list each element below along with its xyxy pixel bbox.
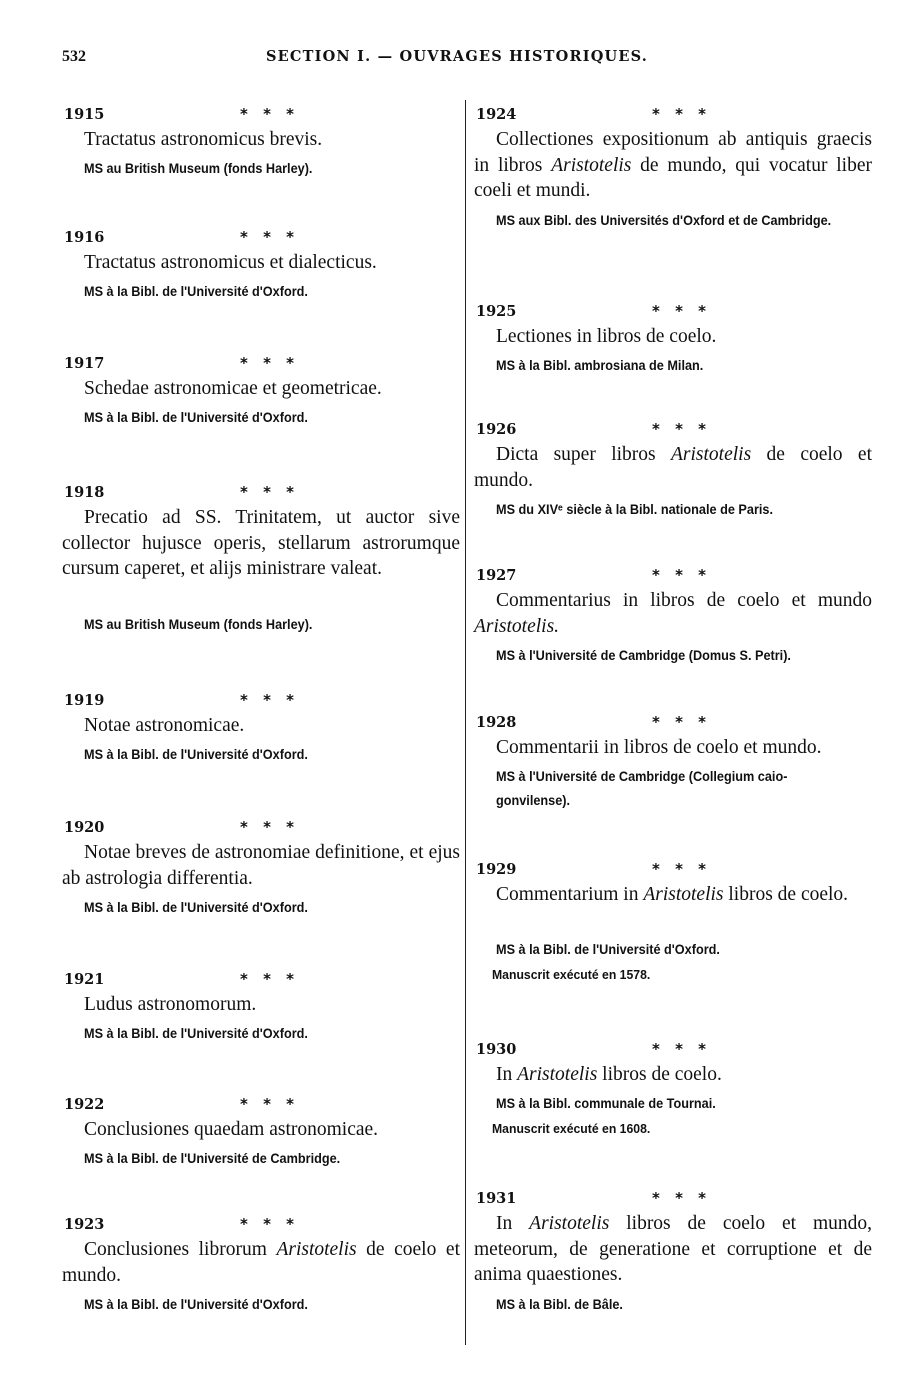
manuscript-location: MS à la Bibl. ambrosiana de Milan. (496, 358, 704, 373)
manuscript-date: Manuscrit exécuté en 1578. (492, 967, 651, 982)
title-italic-part: Aristotelis (671, 444, 752, 465)
entry-number: 1927 (476, 567, 517, 584)
entry-title (62, 992, 460, 1018)
entry-number: 1931 (476, 1190, 517, 1207)
manuscript-location: MS à la Bibl. communale de Tournai. (496, 1096, 716, 1111)
title-italic-part: Aristotelis (529, 1213, 610, 1234)
entry-number: 1924 (476, 106, 517, 123)
manuscript-date: Manuscrit exécuté en 1608. (492, 1121, 651, 1136)
entry-title (62, 505, 460, 582)
title-part: In (496, 1064, 518, 1085)
entry-title (62, 1237, 460, 1288)
running-head: SECTION I. — OUVRAGES HISTORIQUES. (265, 48, 649, 65)
entry-number: 1918 (64, 484, 105, 501)
title-italic-part: Aristotelis (276, 1239, 357, 1260)
manuscript-location: MS à la Bibl. de l'Université d'Oxford. (496, 942, 720, 957)
title-part: Commentarii in libros de coelo et mundo. (496, 737, 822, 758)
entry-title (474, 127, 872, 204)
entry-number: 1926 (476, 421, 517, 438)
title-part: Tractatus astronomicus et dialecticus. (84, 252, 377, 273)
entry-number: 1915 (64, 106, 105, 123)
manuscript-location: MS à la Bibl. de l'Université d'Oxford. (84, 284, 308, 299)
title-part: Precatio ad SS. Trinitatem, ut auctor sive collector hujusce operis, stellarum astrorumque cursum caperet, et alijs ministrare valeat. (62, 507, 460, 579)
entry-title (474, 588, 872, 639)
title-part: In (496, 1213, 530, 1234)
anonymous-author-stars: * * * (240, 970, 299, 988)
title-part: de coelo et mundo. (474, 444, 872, 491)
entry-title (62, 1117, 460, 1143)
title-part: Notae breves de astronomiae definitione, et ejus ab astrologia differentia. (62, 842, 460, 889)
manuscript-location: MS à la Bibl. de l'Université d'Oxford. (84, 900, 308, 915)
anonymous-author-stars: * * * (652, 713, 711, 731)
anonymous-author-stars: * * * (240, 105, 299, 123)
title-part: Conclusiones librorum (84, 1239, 277, 1260)
entry-title (62, 840, 460, 891)
title-italic-part: Aristotelis (551, 154, 632, 176)
entry-number: 1930 (476, 1041, 517, 1058)
anonymous-author-stars: * * * (652, 105, 711, 123)
title-part: libros de coelo. (723, 884, 849, 905)
entry-number: 1921 (64, 971, 105, 988)
manuscript-location: MS à la Bibl. de l'Université d'Oxford. (84, 410, 308, 425)
manuscript-location: MS aux Bibl. des Universités d'Oxford et de Cambridge. (496, 213, 832, 228)
anonymous-author-stars: * * * (652, 302, 711, 320)
anonymous-author-stars: * * * (240, 483, 299, 501)
title-part: Lectiones in libros de coelo. (496, 326, 717, 347)
title-part: Conclusiones quaedam astronomicae. (84, 1119, 379, 1140)
title-part: libros de coelo. (597, 1064, 722, 1085)
entry-number: 1923 (64, 1216, 105, 1233)
entry-number: 1920 (64, 819, 105, 836)
title-part: Collectiones expositionum ab antiquis graecis in libros (474, 129, 872, 176)
manuscript-location: MS à l'Université de Cambridge (Domus S. Petri). (496, 648, 791, 663)
title-part: libros de coelo et mundo, meteorum, de generatione et corruptione et de anima quaestiones. (474, 1213, 872, 1285)
manuscript-location: MS au British Museum (fonds Harley). (84, 617, 313, 632)
anonymous-author-stars: * * * (652, 420, 711, 438)
title-part: Notae astronomicae. (84, 715, 245, 736)
page-number: 532 (62, 48, 86, 65)
manuscript-location: MS à la Bibl. de l'Université d'Oxford. (84, 1026, 308, 1041)
title-part: Commentarius in libros de coelo et mundo (496, 590, 872, 611)
entry-number: 1917 (64, 355, 105, 372)
anonymous-author-stars: * * * (240, 818, 299, 836)
manuscript-location: MS à l'Université de Cambridge (Collegium caio-gonvilense). (496, 769, 788, 808)
manuscript-location: MS du XIVᵉ siècle à la Bibl. nationale de Paris. (496, 502, 774, 517)
column-divider (465, 100, 466, 1345)
page-header (0, 48, 914, 70)
entry-title (474, 1062, 872, 1088)
title-part: Schedae astronomicae et geometricae. (84, 378, 382, 399)
anonymous-author-stars: * * * (652, 1189, 711, 1207)
entry-title (474, 882, 872, 908)
entry-title (474, 735, 872, 761)
anonymous-author-stars: * * * (240, 1095, 299, 1113)
entry-number: 1928 (476, 714, 517, 731)
title-part: de mundo, qui vocatur liber coeli et mundi. (474, 154, 872, 201)
title-part: de coelo et mundo. (62, 1239, 460, 1286)
entry-title (62, 713, 460, 739)
entry-title (62, 376, 460, 402)
anonymous-author-stars: * * * (240, 354, 299, 372)
anonymous-author-stars: * * * (240, 1215, 299, 1233)
manuscript-location: MS à la Bibl. de l'Université d'Oxford. (84, 1297, 308, 1312)
entry-title (474, 442, 872, 493)
manuscript-location: MS à la Bibl. de l'Université d'Oxford. (84, 747, 308, 762)
entry-number: 1929 (476, 861, 517, 878)
title-italic-part: Aristotelis (517, 1064, 598, 1085)
manuscript-location: MS à la Bibl. de l'Université de Cambridge. (84, 1151, 341, 1166)
anonymous-author-stars: * * * (240, 691, 299, 709)
title-part: Dicta super libros (496, 444, 671, 465)
anonymous-author-stars: * * * (240, 228, 299, 246)
title-part: Ludus astronomorum. (84, 994, 257, 1015)
anonymous-author-stars: * * * (652, 860, 711, 878)
entry-number: 1916 (64, 229, 105, 246)
manuscript-location: MS à la Bibl. de Bâle. (496, 1297, 623, 1312)
title-italic-part: Aristotelis. (474, 615, 560, 637)
title-part: Tractatus astronomicus brevis. (84, 129, 323, 150)
anonymous-author-stars: * * * (652, 1040, 711, 1058)
entry-number: 1925 (476, 303, 517, 320)
entry-title (474, 1211, 872, 1288)
manuscript-location: MS au British Museum (fonds Harley). (84, 161, 313, 176)
title-part: Commentarium in (496, 884, 644, 905)
title-italic-part: Aristotelis (643, 884, 724, 905)
entry-title (62, 250, 460, 276)
anonymous-author-stars: * * * (652, 566, 711, 584)
entry-title (62, 127, 460, 153)
entry-number: 1922 (64, 1096, 105, 1113)
entry-title (474, 324, 872, 350)
entry-number: 1919 (64, 692, 105, 709)
